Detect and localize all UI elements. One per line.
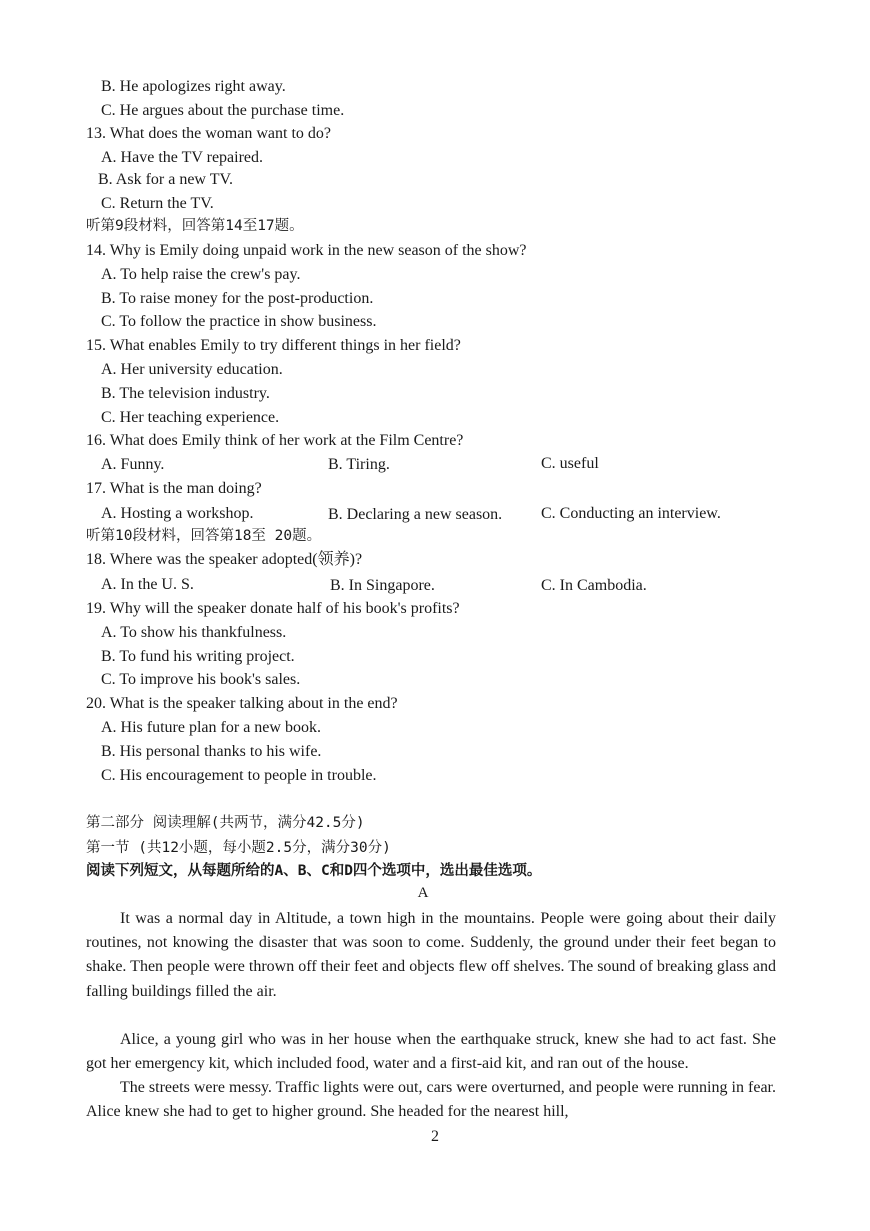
q13-option-a: A. Have the TV repaired. bbox=[101, 149, 264, 166]
q13-option-b: B. Ask for a new TV. bbox=[98, 171, 233, 188]
q12-option-b: B. He apologizes right away. bbox=[101, 78, 286, 95]
page-number: 2 bbox=[431, 1128, 439, 1145]
q16-option-a: A. Funny. bbox=[101, 456, 165, 473]
q18-option-c: C. In Cambodia. bbox=[541, 577, 647, 594]
q14-option-b: B. To raise money for the post-production. bbox=[101, 290, 374, 307]
q17-option-b: B. Declaring a new season. bbox=[328, 506, 503, 523]
q18-question: 18. Where was the speaker adopted(领养)? bbox=[86, 551, 363, 568]
q20-question: 20. What is the speaker talking about in the end? bbox=[86, 695, 398, 712]
q20-option-b: B. His personal thanks to his wife. bbox=[101, 743, 322, 760]
passage-label: A bbox=[417, 885, 429, 901]
q13-question: 13. What does the woman want to do? bbox=[86, 125, 331, 142]
q17-option-c: C. Conducting an interview. bbox=[541, 505, 721, 522]
q20-option-a: A. His future plan for a new book. bbox=[101, 719, 321, 736]
q12-option-c: C. He argues about the purchase time. bbox=[101, 102, 345, 119]
q19-option-a: A. To show his thankfulness. bbox=[101, 624, 287, 641]
instruction-material-9: 听第9段材料，回答第14至17题。 bbox=[86, 218, 304, 234]
part-two-title: 第二部分 阅读理解(共两节，满分42.5分) bbox=[86, 815, 365, 831]
q20-option-c: C. His encouragement to people in trouble. bbox=[101, 767, 377, 784]
q19-option-c: C. To improve his book's sales. bbox=[101, 671, 301, 688]
q19-option-b: B. To fund his writing project. bbox=[101, 648, 295, 665]
q17-option-a: A. Hosting a workshop. bbox=[101, 505, 254, 522]
q16-question: 16. What does Emily think of her work at the Film Centre? bbox=[86, 432, 464, 449]
q19-question: 19. Why will the speaker donate half of his book's profits? bbox=[86, 600, 460, 617]
reading-instruction: 阅读下列短文，从每题所给的A、B、C和D四个选项中，选出最佳选项。 bbox=[86, 863, 542, 879]
q18-option-b: B. In Singapore. bbox=[330, 577, 435, 594]
q15-option-b: B. The television industry. bbox=[101, 385, 270, 402]
q14-option-a: A. To help raise the crew's pay. bbox=[101, 266, 301, 283]
passage-paragraph-3: The streets were messy. Traffic lights were out, cars were overturned, and people were running in fear. Alice knew she had to get to higher ground. She headed for the nearest hill, bbox=[86, 1079, 776, 1121]
q17-question: 17. What is the man doing? bbox=[86, 480, 262, 497]
q15-question: 15. What enables Emily to try different things in her field? bbox=[86, 337, 461, 354]
q15-option-c: C. Her teaching experience. bbox=[101, 409, 280, 426]
q18-option-a: A. In the U. S. bbox=[101, 576, 194, 593]
q15-option-a: A. Her university education. bbox=[101, 361, 283, 378]
q16-option-b: B. Tiring. bbox=[328, 456, 390, 473]
q14-option-c: C. To follow the practice in show business. bbox=[101, 313, 377, 330]
instruction-material-10: 听第10段材料，回答第18至 20题。 bbox=[86, 528, 322, 544]
q14-question: 14. Why is Emily doing unpaid work in the new season of the show? bbox=[86, 242, 527, 259]
q16-option-c: C. useful bbox=[541, 455, 599, 472]
section-one-title: 第一节 (共12小题，每小题2.5分，满分30分) bbox=[86, 840, 391, 856]
passage-paragraph-1: It was a normal day in Altitude, a town high in the mountains. People were going about their daily routines, not knowing the disaster that was soon to come. Suddenly, the ground under their feet began to shake. Then people were thrown off their feet and objects flew off shelves. The sound of breaking glass and falling buildings filled the air. bbox=[86, 910, 776, 1000]
passage-paragraph-2: Alice, a young girl who was in her house when the earthquake struck, knew she had to act fast. She got her emergency kit, which included food, water and a first-aid kit, and ran out of the house. bbox=[86, 1031, 776, 1073]
q13-option-c: C. Return the TV. bbox=[101, 195, 214, 212]
